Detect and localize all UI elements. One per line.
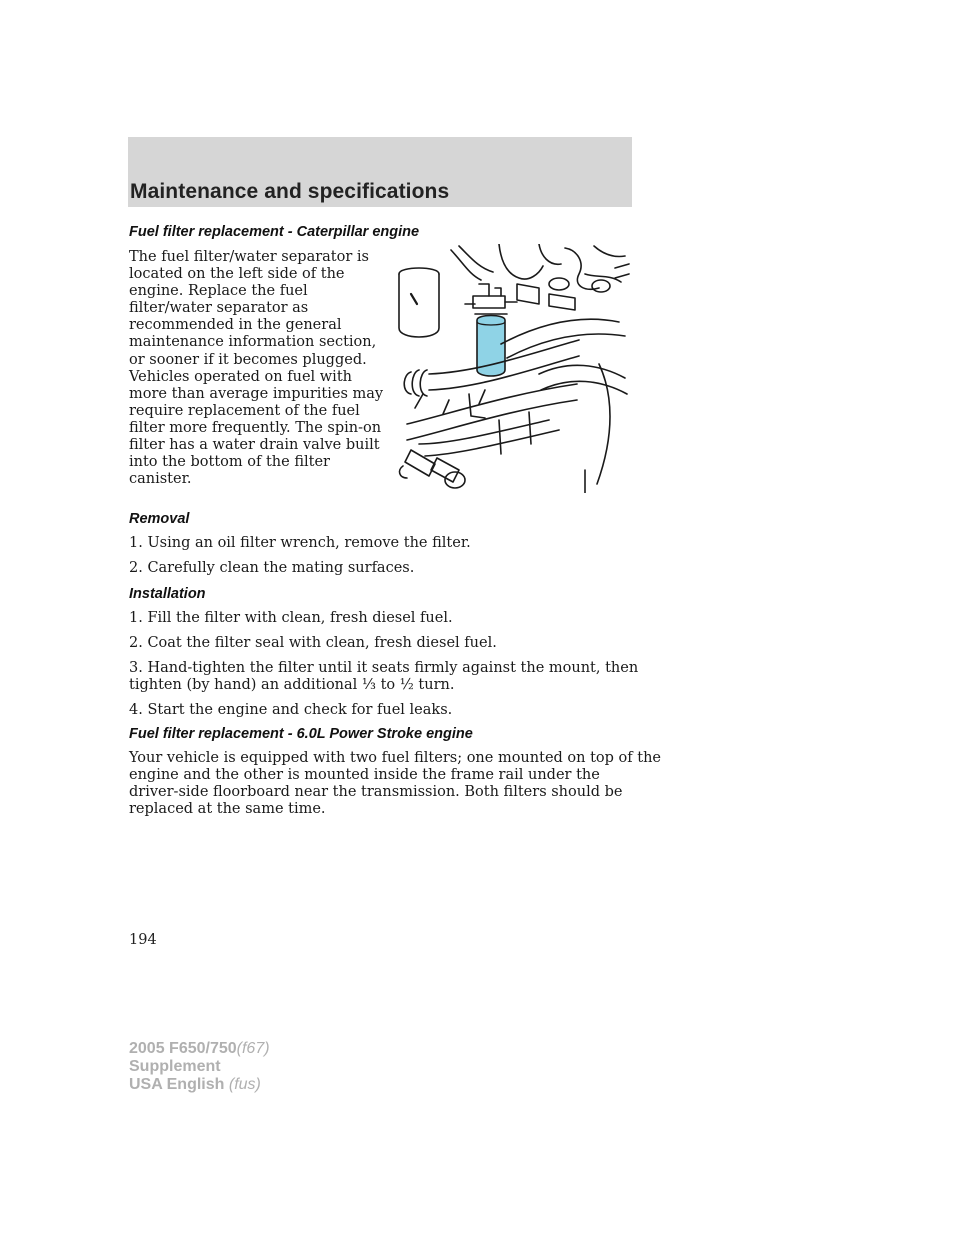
powerstroke-heading: Fuel filter replacement - 6.0L Power Stroke engine xyxy=(129,726,473,742)
powerstroke-text-line-2: engine and the other is mounted inside the frame rail under the xyxy=(129,767,600,783)
footer-model-code: (f67) xyxy=(236,1040,270,1057)
engine-fuel-filter-illustration xyxy=(389,244,632,493)
footer-model-line xyxy=(129,1040,270,1058)
footer xyxy=(129,1040,270,1094)
installation-step-4: 4. Start the engine and check for fuel leaks. xyxy=(129,702,453,718)
installation-step-1: 1. Fill the filter with clean, fresh diesel fuel. xyxy=(129,610,453,626)
footer-doc-type: Supplement xyxy=(129,1058,221,1075)
powerstroke-text-line-3: driver-side floorboard near the transmission. Both filters should be xyxy=(129,784,623,800)
footer-language-code: (fus) xyxy=(228,1076,261,1093)
caterpillar-heading: Fuel filter replacement - Caterpillar engine xyxy=(129,224,420,240)
removal-step-2: 2. Carefully clean the mating surfaces. xyxy=(129,560,415,576)
powerstroke-text-line-1: Your vehicle is equipped with two fuel filters; one mounted on top of the xyxy=(129,750,661,766)
page-title: Maintenance and specifications xyxy=(130,180,450,203)
removal-step-1: 1. Using an oil filter wrench, remove the filter. xyxy=(129,535,471,551)
footer-model: 2005 F650/750 xyxy=(129,1040,237,1057)
installation-step-3-cont: tighten (by hand) an additional ⅓ to ½ turn. xyxy=(129,677,455,693)
installation-step-3: 3. Hand-tighten the filter until it seats firmly against the mount, then xyxy=(129,660,639,676)
installation-step-2: 2. Coat the filter seal with clean, fresh diesel fuel. xyxy=(129,635,497,651)
removal-heading: Removal xyxy=(129,511,190,527)
powerstroke-text-line-4: replaced at the same time. xyxy=(129,801,326,817)
installation-heading: Installation xyxy=(129,586,206,602)
page-number: 194 xyxy=(129,932,157,948)
footer-language: USA English xyxy=(129,1076,225,1093)
caterpillar-intro: The fuel filter/water separator is located on the left side of the engine. Replace the fuel filter/water separator as recommended in the general maintenance information section, or sooner if it becomes plugged. Vehicles operated on fuel with more than average impurities may require replacement of the fuel filter more frequently. The spin-on filter has a water drain valve built into the bottom of the filter canister. xyxy=(129,249,384,488)
footer-language-line xyxy=(129,1076,270,1094)
